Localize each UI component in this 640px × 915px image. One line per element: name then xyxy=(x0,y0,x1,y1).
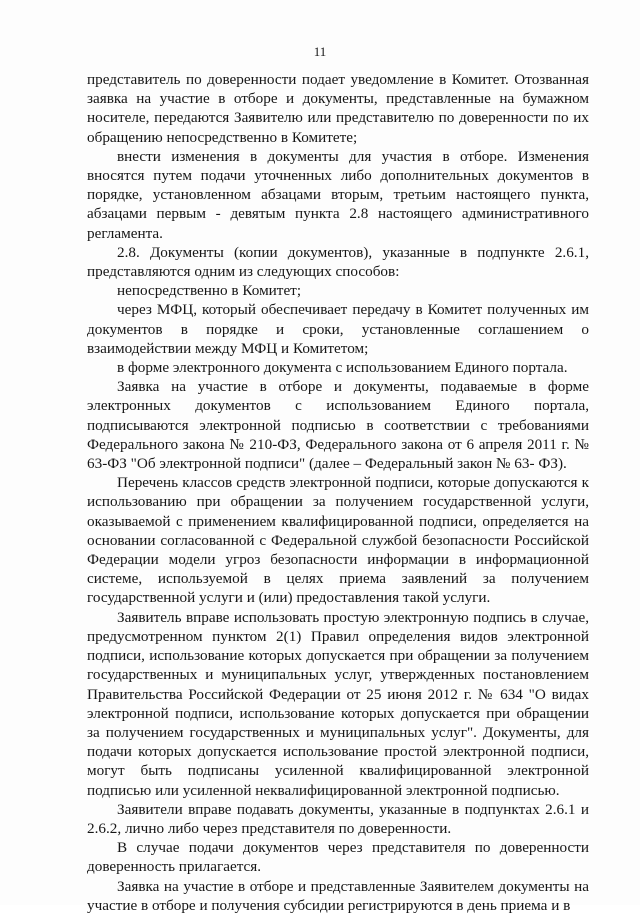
paragraph-7: Заявка на участие в отборе и документы, подаваемые в форме электронных документов с использованием Единого портала, подписываются электронной подписью в соответствии с требованиями Федерального закона № 210-ФЗ, Федерального закона от 6 апреля 2011 г. № 63-ФЗ "Об электронной подписи" (далее – Федеральный закон № 63- ФЗ). xyxy=(87,378,589,473)
page-body xyxy=(87,70,589,915)
paragraph-3: 2.8. Документы (копии документов), указанные в подпункте 2.6.1, представляются одним из следующих способов: xyxy=(87,243,589,281)
paragraph-5: через МФЦ, который обеспечивает передачу в Комитет полученных им документов в порядке и сроки, установленные соглашением о взаимодействии между МФЦ и Комитетом; xyxy=(87,301,589,357)
paragraph-8: Перечень классов средств электронной подписи, которые допускаются к использованию при обращении за получением государственной услуги, оказываемой с применением квалифицированной подписи, определяется на основании согласованной с Федеральной службой безопасности Российской Федерации модели угроз безопасности информации в информационной системе, используемой в целях приема заявлений за получением государственной услуги и (или) предоставления такой услуги. xyxy=(87,474,589,607)
paragraph-9: Заявитель вправе использовать простую электронную подпись в случае, предусмотренном пунктом 2(1) Правил определения видов электронной подписи, использование которых допускается при обращении за получением государственных и муниципальных услуг, утвержденных постановлением Правительства Российской Федерации от 25 июня 2012 г. № 634 "О видах электронной подписи, использование которых допускается при обращении за получением государственных и муниципальных услуг". Документы, для подачи которых допускается использование простой электронной подписи, могут быть подписаны усиленной квалифицированной электронной подписью или усиленной неквалифицированной электронной подписью. xyxy=(87,608,589,799)
paragraph-12: Заявка на участие в отборе и представленные Заявителем документы на участие в отборе и получения субсидии регистрируются в день приема и в xyxy=(87,877,589,914)
paragraph-1: представитель по доверенности подает уведомление в Комитет. Отозванная заявка на участие в отборе и документы, представленные на бумажном носителе, передаются Заявителю или представителю по доверенности по их обращению непосредственно в Комитете; xyxy=(87,71,589,146)
paragraph-2: внести изменения в документы для участия в отборе. Изменения вносятся путем подачи уточненных либо дополнительных документов в порядке, установленном абзацами вторым, третьим настоящего пункта, абзацами первым - девятым пункта 2.8 настоящего административного регламента. xyxy=(87,147,589,242)
page-number: 11 xyxy=(313,44,327,59)
paragraph-10: Заявители вправе подавать документы, указанные в подпунктах 2.6.1 и 2.6.2, лично либо через представителя по доверенности. xyxy=(87,800,589,837)
paragraph-11: В случае подачи документов через представителя по доверенности доверенность прилагается. xyxy=(87,839,589,876)
paragraph-4: непосредственно в Комитет; xyxy=(117,282,302,300)
paragraph-6: в форме электронного документа с использованием Единого портала. xyxy=(117,359,568,377)
